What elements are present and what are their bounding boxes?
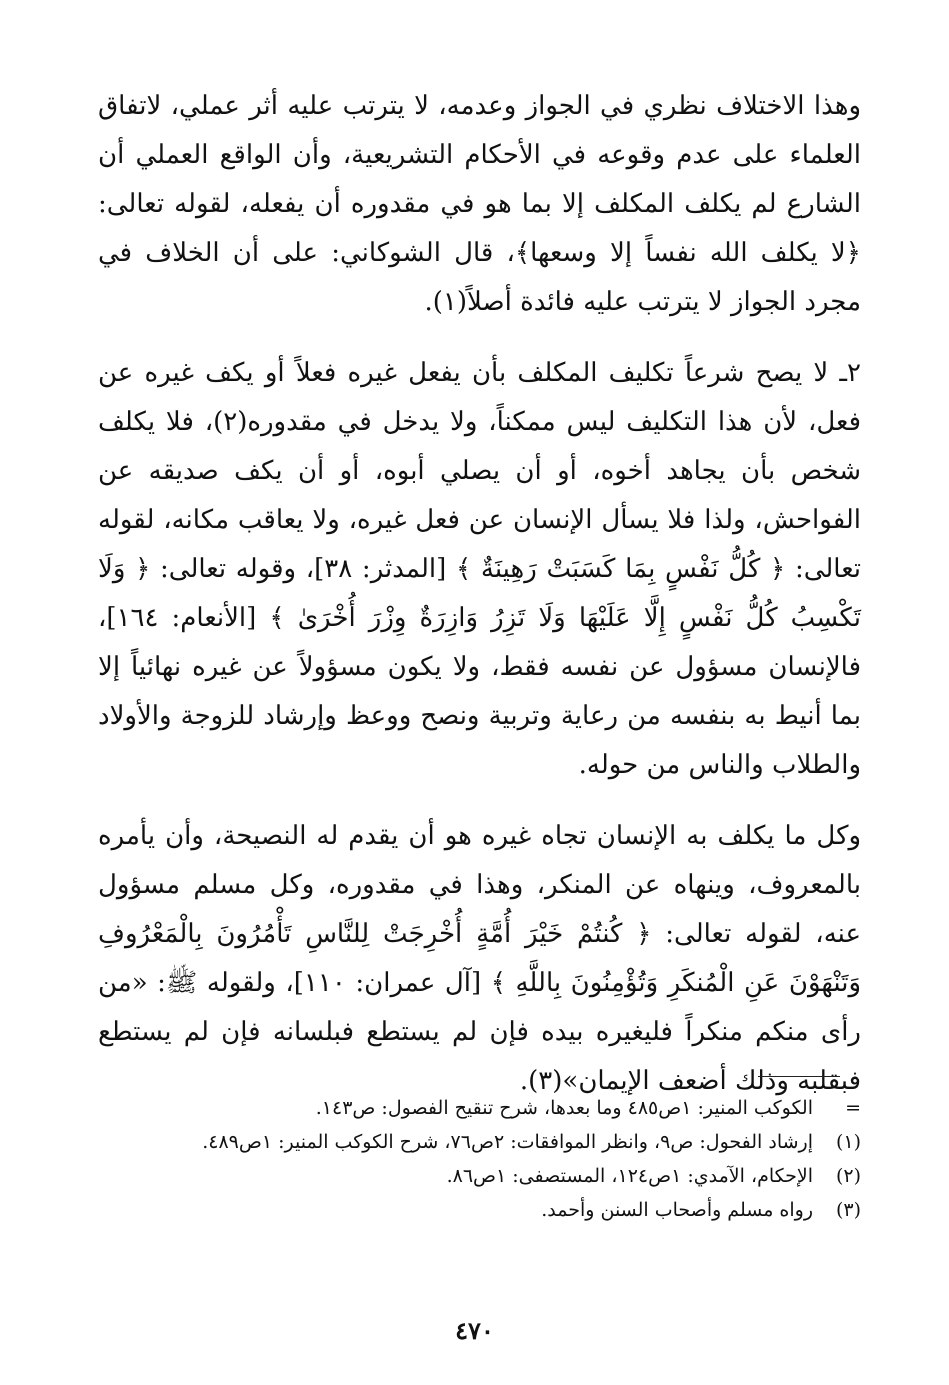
footnote-1 bbox=[98, 1125, 861, 1159]
text-line: ٢ـ لا يصح شرعاً تكليف المكلف بأن يفعل غيره فعلاً أو يكف غيره bbox=[144, 358, 862, 388]
text-line: لقوله تعالى: ﴿لا يكلف الله نفساً إلا وسعها﴾، قال الشوكاني: على أن bbox=[98, 189, 861, 268]
text-line: وَتَنْهَوْنَ عَنِ الْمُنكَرِ وَتُؤْمِنُونَ بِاللَّهِ ﴾ [آل عمران: ١١٠]، ولقوله ﷺ: «من bbox=[98, 968, 862, 998]
footnote-text: الإحكام، الآمدي: ١ص١٢٤، المستصفى: ١ص٨٦. bbox=[446, 1165, 813, 1187]
text-line: للزوجة والأولاد والطلاب والناس من حوله. bbox=[98, 701, 861, 780]
text-line: مسؤول عنه، لقوله تعالى: ﴿ كُنتُمْ خَيْرَ أُمَّةٍ أُخْرِجَتْ لِلنَّاسِ تَأْمُرُونَ بِالْمَعْرُوفِ bbox=[98, 870, 861, 949]
text-line: ١٦٤]، فالإنسان مسؤول عن نفسه فقط، ولا يكون مسؤولاً عن غيره bbox=[98, 603, 861, 682]
footnote-3 bbox=[98, 1193, 861, 1227]
text-line: عن فعل، لأن هذا التكليف ليس ممكناً، ولا يدخل في مقدوره(٢)، bbox=[98, 358, 862, 437]
footnote-marker: (٢) bbox=[835, 1165, 861, 1187]
main-text bbox=[98, 82, 861, 1128]
text-line: الخلاف في مجرد الجواز لا يترتب عليه فائدة أصلاً(١). bbox=[98, 238, 861, 317]
text-line: وكل ما يكلف به الإنسان تجاه غيره هو أن يقدم له النصيحة، وأن bbox=[165, 821, 861, 851]
text-line: العملي أن الشارع لم يكلف المكلف إلا بما هو في مقدوره أن يفعله، bbox=[98, 140, 861, 219]
text-line: نهائياً إلا بما أنيط به بنفسه من رعاية وتربية ونصح ووعظ وإرشاد bbox=[98, 652, 861, 731]
page-number: ٤٧٠ bbox=[455, 1316, 494, 1345]
footnote-2 bbox=[98, 1159, 861, 1193]
text-line: فلا يكلف شخص بأن يجاهد أخوه، أو أن يصلي أبوه، أو أن يكف bbox=[98, 407, 862, 486]
footnote-text: الكوكب المنير: ١ص٤٨٥ وما بعدها، شرح تنقيح الفصول: ص١٤٣. bbox=[315, 1097, 813, 1119]
footnote-marker: (٣) bbox=[835, 1199, 861, 1221]
text-line: رأى منكم منكراً فليغيره بيده فإن لم يستطع فبلسانه فإن لم يستطع فبقلبه bbox=[98, 1017, 861, 1096]
footnote-text: إرشاد الفحول: ص٩، وانظر الموافقات: ٢ص٧٦، شرح الكوكب المنير: ١ص٤٨٩. bbox=[202, 1131, 813, 1153]
paragraph-3 bbox=[98, 812, 861, 1106]
paragraph-1 bbox=[98, 82, 861, 327]
text-line: صديقه عن الفواحش، ولذا فلا يسأل الإنسان عن فعل غيره، ولا يعاقب bbox=[98, 456, 861, 535]
footnotes bbox=[98, 1076, 861, 1227]
paragraph-2 bbox=[98, 349, 861, 790]
text-line: مكانه، لقوله تعالى: ﴿ كُلُّ نَفْسٍ بِمَا كَسَبَتْ رَهِينَةٌ ﴾ [المدثر: ٣٨]، وقوله bbox=[98, 505, 862, 584]
text-line: وذلك أضعف الإيمان»(٣). bbox=[519, 1066, 789, 1096]
footnote-marker: (١) bbox=[835, 1131, 861, 1153]
footnote-continued bbox=[98, 1091, 861, 1125]
footnote-marker: = bbox=[845, 1097, 861, 1119]
text-line: تعالى: ﴿ وَلَا تَكْسِبُ كُلُّ نَفْسٍ إِلَّا عَلَيْهَا وَلَا تَزِرُ وَازِرَةٌ وِزْرَ أُخْرَىٰ ﴾ [الأنعام: bbox=[98, 554, 861, 633]
text-line: يأمره بالمعروف، وينهاه عن المنكر، وهذا في مقدوره، وكل مسلم bbox=[98, 821, 861, 900]
text-line: وهذا الاختلاف نظري في الجواز وعدمه، لا يترتب عليه أثر عملي، bbox=[170, 91, 861, 121]
footnote-text: رواه مسلم وأصحاب السنن وأحمد. bbox=[541, 1199, 813, 1221]
text-line: لاتفاق العلماء على عدم وقوعه في الأحكام التشريعية، وأن الواقع bbox=[98, 91, 861, 170]
